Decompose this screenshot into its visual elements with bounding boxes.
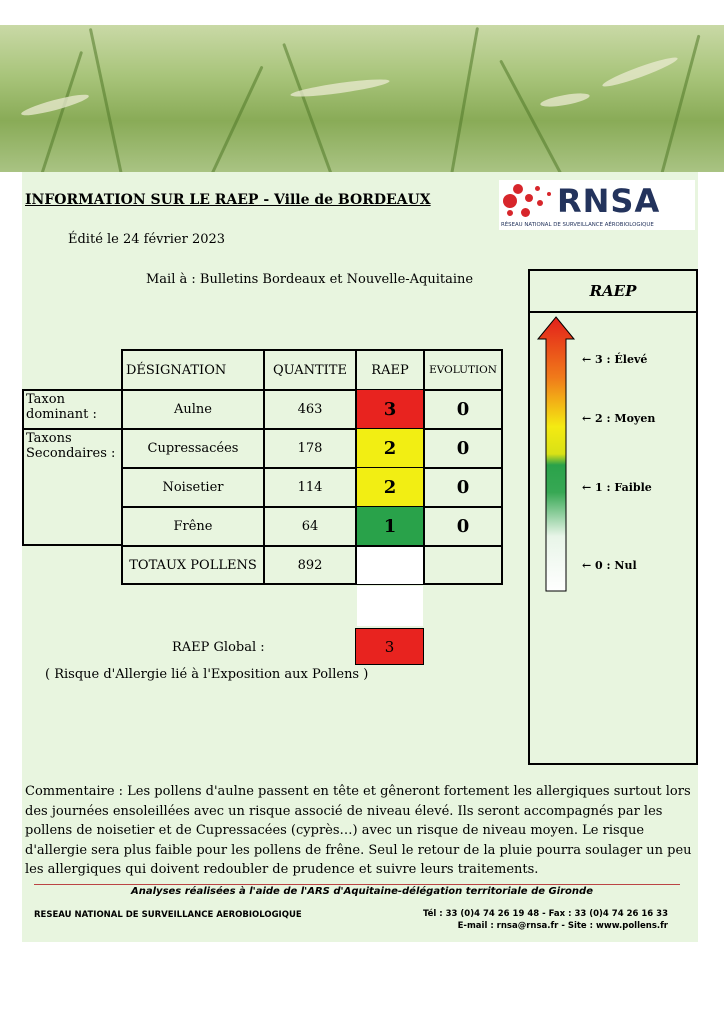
row-name: Aulne	[174, 401, 212, 417]
scale-level-0: ← 0 : Nul	[582, 559, 637, 572]
row-evolution: 0	[456, 476, 470, 498]
global-raep-note: ( Risque d'Allergie lié à l'Exposition aux Pollens )	[45, 667, 369, 682]
row-evolution: 0	[456, 437, 470, 459]
footer-analyses: Analyses réalisées à l'aide de l'ARS d'Aquitaine-délégation territoriale de Gironde	[131, 886, 593, 897]
row-evolution: 0	[456, 398, 470, 420]
mail-line: Mail à : Bulletins Bordeaux et Nouvelle-Aquitaine	[146, 272, 474, 287]
comment-paragraph: Commentaire : Les pollens d'aulne passent en tête et gêneront fortement les allergiques surtout lors des journées ensoleillées avec un risque associé de niveau élevé. Ils seront accompagnés par les pollens de noisetier et de Cupressacées (cyprès…) avec un risque de niveau moyen. Le risque d'allergie sera plus faible pour les pollens de frêne. Seul le retour de la pluie pourra soulager un peu les allergiques qui doivent redoubler de prudence et suivre leurs traitements.	[25, 784, 692, 877]
edition-date: Édité le 24 février 2023	[68, 232, 226, 247]
label-taxons-secondaires: Taxons Secondaires :	[26, 431, 116, 461]
footer-phone: Tél : 33 (0)4 74 26 19 48 - Fax : 33 (0)4 74 26 16 33	[422, 909, 668, 919]
row-name: Cupressacées	[147, 440, 239, 456]
header-designation: DÉSIGNATION	[126, 362, 227, 378]
raep-scale-panel	[528, 269, 698, 765]
footer-divider	[34, 884, 680, 885]
row-raep-level: 3	[357, 390, 423, 428]
header-raep: RAEP	[371, 362, 409, 378]
raep-gradient-arrow	[536, 315, 576, 595]
grass-banner-image	[0, 25, 724, 172]
totals-raep-blank	[357, 547, 423, 584]
scale-level-2: ← 2 : Moyen	[582, 412, 656, 425]
row-quantity: 178	[297, 440, 323, 456]
logo-subtitle: RÉSEAU NATIONAL DE SURVEILLANCE AÉROBIOLOGIQUE	[501, 222, 654, 228]
row-quantity: 114	[297, 479, 323, 495]
global-raep-value: 3	[355, 628, 424, 665]
totals-value: 892	[297, 557, 323, 573]
row-name: Frêne	[173, 518, 213, 534]
header-quantite: QUANTITE	[273, 362, 347, 378]
header-evolution: EVOLUTION	[429, 364, 497, 376]
rnsa-logo	[499, 180, 695, 230]
row-raep-level: 1	[357, 507, 423, 545]
label-taxon-dominant: Taxon dominant :	[26, 392, 97, 422]
spacer-block	[357, 586, 423, 626]
logo-wordmark: RNSA	[557, 182, 661, 220]
totals-label: TOTAUX POLLENS	[129, 557, 257, 573]
page-title: INFORMATION SUR LE RAEP - Ville de BORDEAUX	[25, 192, 431, 208]
global-raep-label: RAEP Global :	[172, 640, 265, 655]
row-quantity: 64	[301, 518, 319, 534]
scale-level-1: ← 1 : Faible	[582, 481, 652, 494]
row-name: Noisetier	[162, 479, 224, 495]
row-raep-level: 2	[357, 429, 423, 467]
row-quantity: 463	[297, 401, 323, 417]
footer-contact	[423, 908, 668, 932]
footer-network: RESEAU NATIONAL DE SURVEILLANCE AEROBIOLOGIQUE	[34, 910, 302, 920]
row-evolution: 0	[456, 515, 470, 537]
footer-email-site: E-mail : rnsa@rnsa.fr - Site : www.pollens.fr	[457, 921, 668, 931]
row-raep-level: 2	[357, 468, 423, 506]
scale-level-3: ← 3 : Élevé	[582, 353, 648, 366]
raep-scale-title: RAEP	[530, 271, 696, 313]
